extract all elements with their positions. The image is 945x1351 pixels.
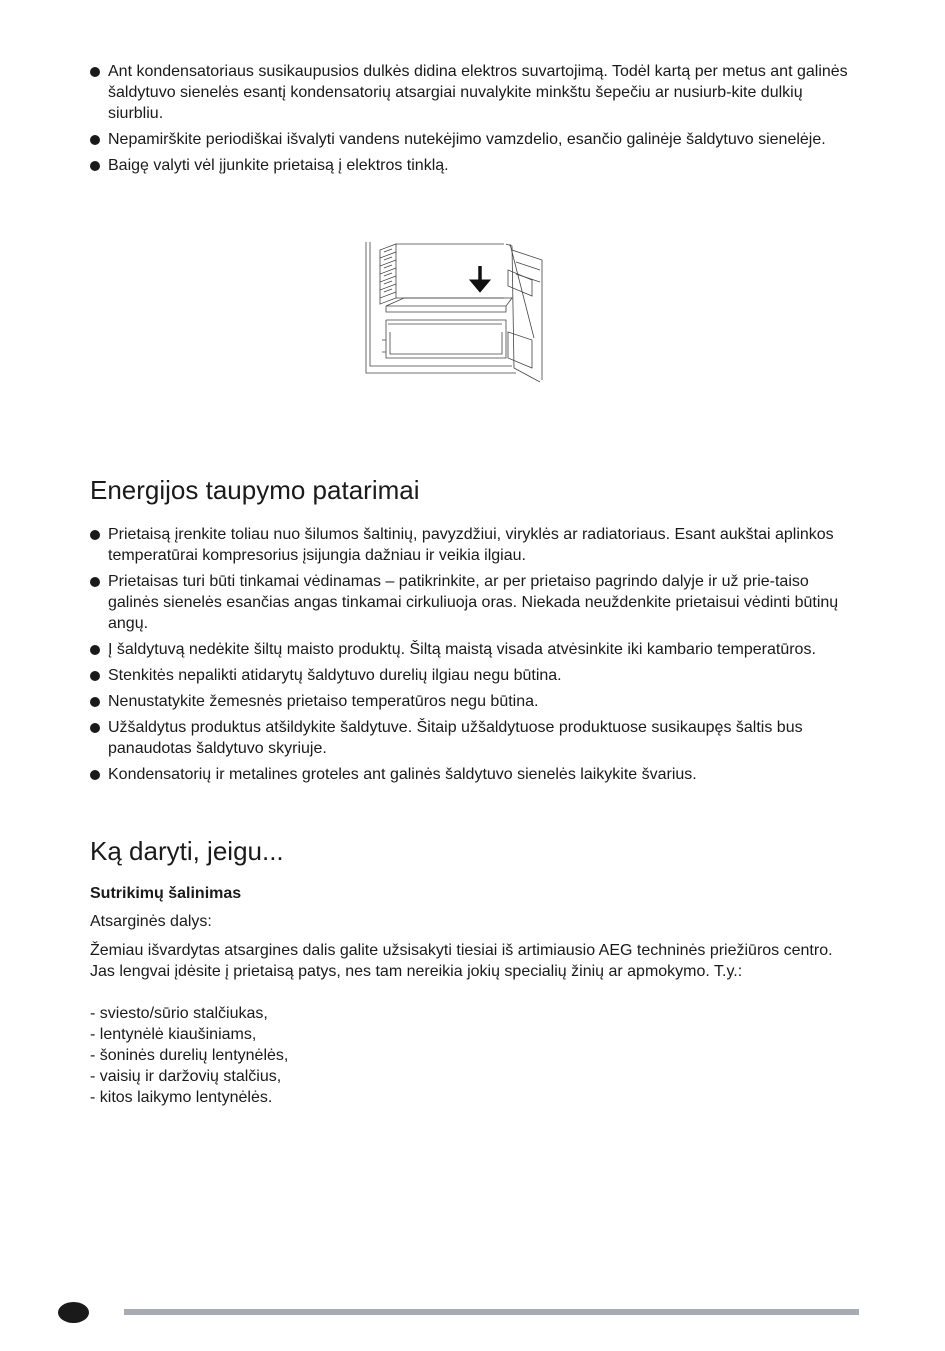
fridge-shelf-removal-illustration — [364, 240, 546, 385]
troubleshoot-section-title: Ką daryti, jeigu... — [90, 836, 284, 866]
footer-divider — [124, 1309, 859, 1315]
list-item: Užšaldytus produktus atšildykite šaldytuve. Šitaip užšaldytuose produktuose susikaupęs šaltis bus panaudotas šaldytuvo skyriuje. — [90, 717, 850, 759]
list-item: Kondensatorių ir metalines groteles ant galinės šaldytuvo sienelės laikykite švarius. — [90, 764, 850, 785]
energy-section-title: Energijos taupymo patarimai — [90, 475, 420, 505]
list-item: - kitos laikymo lentynėlės. — [90, 1089, 273, 1106]
list-item: - vaisių ir daržovių stalčius, — [90, 1068, 282, 1085]
list-item: Į šaldytuvą nedėkite šiltų maisto produktų. Šiltą maistą visada atvėsinkite iki kambario temperatūros. — [90, 639, 850, 660]
list-item: Ant kondensatoriaus susikaupusios dulkės didina elektros suvartojimą. Todėl kartą per metus ant galinės šaldytuvo sienelės esantį kondensatorių atsargiai nuvalykite minkštu šepečiu ar nusiurb-kite dulkių siurbliu. — [90, 61, 860, 124]
spares-list — [90, 1003, 288, 1108]
list-item: Stenkitės nepalikti atidarytų šaldytuvo durelių ilgiau negu būtina. — [90, 665, 850, 686]
list-item: Nenustatykite žemesnės prietaiso temperatūros negu būtina. — [90, 691, 850, 712]
spares-description: Žemiau išvardytas atsargines dalis galite užsisakyti tiesiai iš artimiausio AEG techninės priežiūros centro. Jas lengvai įdėsite į prietaisą patys, nes tam nereikia jokių specialių žinių ar apmokymo. T.y.: — [90, 942, 833, 980]
list-item: Prietaisas turi būti tinkamai vėdinamas – patikrinkite, ar per prietaiso pagrindo dalyje ir už prie-taiso galinės sienelės esančias angas tinkamai cirkuliuoja oras. Niekada neuždenkite prietaisui vėdinti būtinų angų. — [90, 571, 850, 634]
list-item: Baigę valyti vėl įjunkite prietaisą į elektros tinklą. — [90, 155, 860, 176]
list-item: - sviesto/sūrio stalčiukas, — [90, 1005, 268, 1022]
list-item: - šoninės durelių lentynėlės, — [90, 1047, 289, 1064]
troubleshoot-subtitle: Sutrikimų šalinimas — [90, 885, 242, 902]
cleaning-bullet-list — [90, 61, 860, 181]
page-number-badge — [58, 1302, 89, 1323]
energy-bullet-list — [90, 524, 850, 790]
list-item: Nepamirškite periodiškai išvalyti vandens nutekėjimo vamzdelio, esančio galinėje šaldytuvo sienelėje. — [90, 129, 860, 150]
spares-label: Atsarginės dalys: — [90, 913, 212, 930]
list-item: Prietaisą įrenkite toliau nuo šilumos šaltinių, pavyzdžiui, viryklės ar radiatoriaus. Esant aukštai aplinkos temperatūrai kompresorius įsijungia dažniau ir veikia ilgiau. — [90, 524, 850, 566]
list-item: - lentynėlė kiaušiniams, — [90, 1026, 257, 1043]
